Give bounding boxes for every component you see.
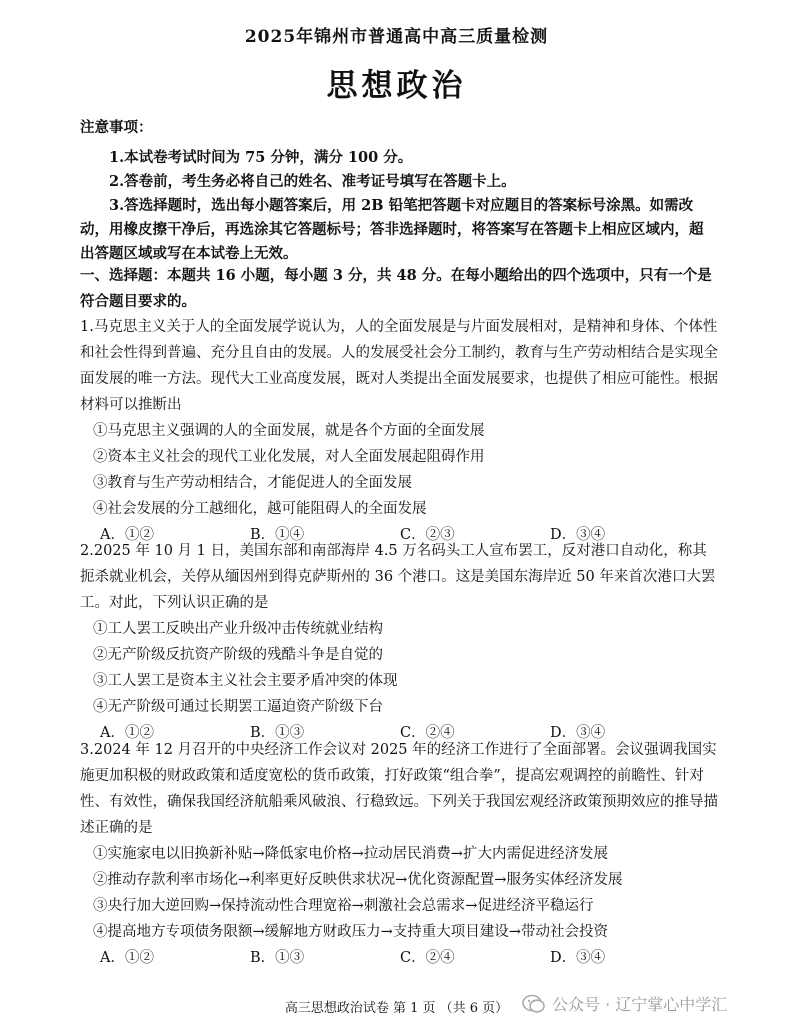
exam-title: 2025年锦州市普通高中高三质量检测 <box>244 27 549 47</box>
watermark-text: 公众号 · 辽宁掌心中学汇 <box>552 995 728 1014</box>
question-3 <box>80 737 720 971</box>
subject-title: 思想政治 <box>326 68 467 104</box>
question-text: 2024 年 12 月召开的中央经济工作会议对 2025 年的经济工作进行了全面部署。会议强调我国实施更加积极的财政政策和适度宽松的货币政策，打好政策“组合拳”，提高宏观调控的前瞻性、针对性、有效性，确保我国经济航船乘风破浪、行稳致远。下列关于我国宏观经济政策预期效应的推导描述正确的是 <box>80 742 718 836</box>
page-footer: 高三思想政治试卷 第 1 页 （共 6 页） <box>284 1001 509 1016</box>
statement-item: ②资本主义社会的现代工业化发展，对人全面发展起阻碍作用 <box>93 449 485 465</box>
question-text: 马克思主义关于人的全面发展学说认为，人的全面发展是与片面发展相对，是精神和身体、个体性和社会性得到普遍、充分且自由的发展。人的发展受社会分工制约，教育与生产劳动相结合是实现全面发展的唯一方法。现代大工业高度发展，既对人类提出全面发展要求，也提供了相应可能性。根据材料可以推断出 <box>80 319 718 413</box>
choice-a: A．①② <box>100 527 154 543</box>
statement-item: ④提高地方专项债务限额→缓解地方财政压力→支持重大项目建设→带动社会投资 <box>93 924 608 940</box>
note-item: 3.答选择题时，选出每小题答案后，用 2B 铅笔把答题卡对应题目的答案标号涂黑。如需改动，用橡皮擦干净后，再选涂其它答题标号；答非选择题时，将答案写在答题卡上相应区域内，超出答题区域或写在本试卷上无效。 <box>80 197 704 262</box>
notes-heading: 注意事项： <box>80 119 153 136</box>
notes-list <box>80 146 710 266</box>
section-heading: 一、选择题：本题共 16 小题，每小题 3 分，共 48 分。在每小题给出的四个选项中，只有一个是符合题目要求的。 <box>80 267 712 310</box>
wechat-icon <box>522 994 546 1014</box>
question-2 <box>80 538 720 746</box>
question-1 <box>80 314 720 548</box>
statement-item: ②推动存款利率市场化→利率更好反映供求状况→优化资源配置→服务实体经济发展 <box>93 872 623 888</box>
statement-item: ②无产阶级反抗资产阶级的残酷斗争是自觉的 <box>93 647 383 663</box>
choice-b: B．①④ <box>250 527 305 543</box>
statement-item: ①马克思主义强调的人的全面发展，就是各个方面的全面发展 <box>93 423 485 439</box>
choice-c: C．②③ <box>400 527 455 543</box>
choice-d: D．③④ <box>550 725 606 741</box>
statement-item: ①实施家电以旧换新补贴→降低家电价格→拉动居民消费→扩大内需促进经济发展 <box>93 846 608 862</box>
statement-item: ③教育与生产劳动相结合，才能促进人的全面发展 <box>93 475 412 491</box>
statement-item: ④无产阶级可通过长期罢工逼迫资产阶级下台 <box>93 699 383 715</box>
question-number: 1. <box>80 319 94 335</box>
question-stem <box>80 538 720 616</box>
choice-a: A．①② <box>100 725 154 741</box>
answer-choices <box>80 945 720 971</box>
choice-b: B．①③ <box>250 725 305 741</box>
question-stem <box>80 737 720 841</box>
choice-b: B．①③ <box>250 950 305 966</box>
statement-item: ③工人罢工是资本主义社会主要矛盾冲突的体现 <box>93 673 398 689</box>
watermark <box>522 992 727 1015</box>
choice-c: C．②④ <box>400 725 455 741</box>
question-number: 3. <box>80 742 94 758</box>
note-item: 1.本试卷考试时间为 75 分钟，满分 100 分。 <box>109 149 413 166</box>
question-text: 2025 年 10 月 1 日，美国东部和南部海岸 4.5 万名码头工人宣布罢工，反对港口自动化，称其扼杀就业机会，关停从缅因州到得克萨斯州的 36 个港口。这是美国东海岸近 50 年来首次港口大罢工。对此，下列认识正确的是 <box>80 543 716 611</box>
question-stem <box>80 314 720 418</box>
choice-d: D．③④ <box>550 527 606 543</box>
choice-c: C．②④ <box>400 950 455 966</box>
note-item: 2.答卷前，考生务必将自己的姓名、准考证号填写在答题卡上。 <box>109 173 516 190</box>
question-number: 2. <box>80 543 94 559</box>
choice-a: A．①② <box>100 950 154 966</box>
choice-d: D．③④ <box>550 950 606 966</box>
statement-item: ③央行加大逆回购→保持流动性合理宽裕→刺激社会总需求→促进经济平稳运行 <box>93 898 594 914</box>
statement-item: ①工人罢工反映出产业升级冲击传统就业结构 <box>93 621 383 637</box>
statement-item: ④社会发展的分工越细化，越可能阻碍人的全面发展 <box>93 501 427 517</box>
